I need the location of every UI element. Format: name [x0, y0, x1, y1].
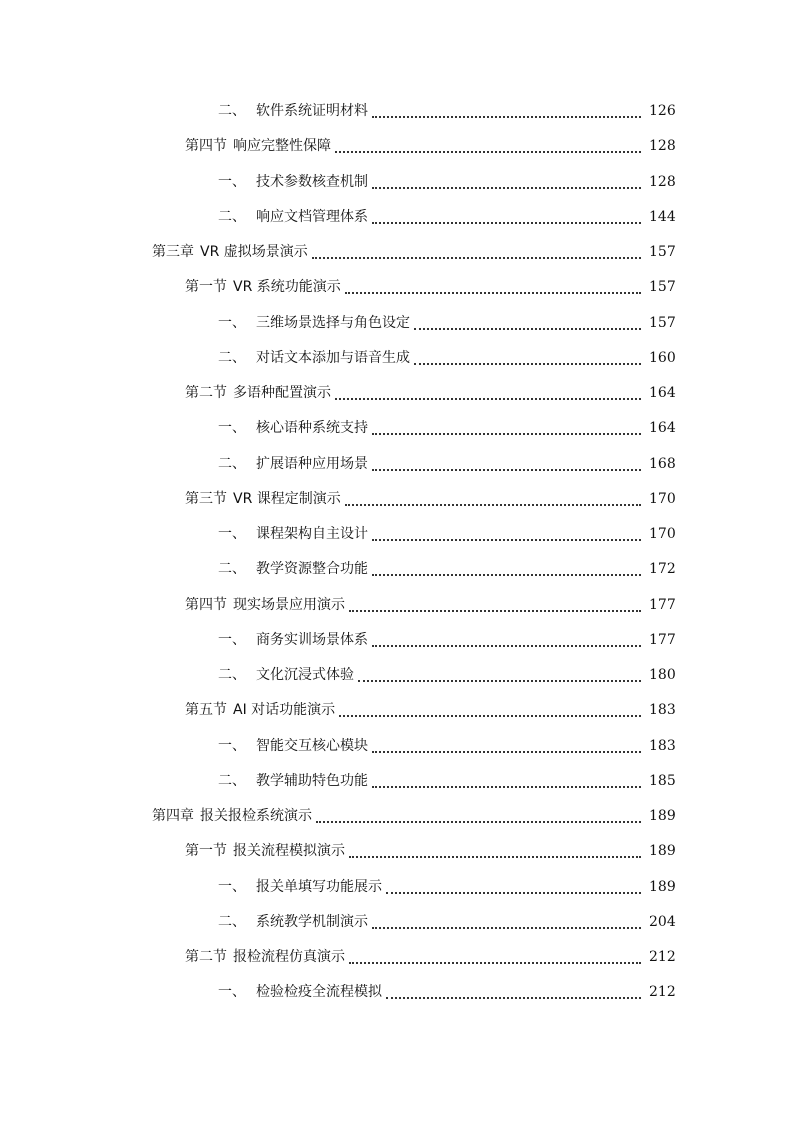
toc-entry-title: 检验检疫全流程模拟 — [256, 984, 382, 1001]
toc-entry-title: AI 对话功能演示 — [233, 702, 336, 719]
toc-entry[interactable] — [0, 306, 793, 341]
dot-leader — [372, 94, 641, 129]
dot-leader — [345, 482, 641, 517]
toc-entry-number: 一、 — [218, 173, 246, 190]
toc-entry-number: 第四章 — [152, 808, 194, 824]
toc-entry-title: 现实场景应用演示 — [233, 596, 345, 613]
toc-entry-number: 一、 — [218, 314, 246, 331]
toc-entry-page: 128 — [649, 138, 676, 155]
toc-entry-title: 系统教学机制演示 — [256, 913, 368, 930]
dot-leader — [386, 975, 641, 1010]
toc-entry-page: 180 — [649, 667, 676, 683]
toc-entry-page: 189 — [649, 808, 676, 824]
toc-entry-number: 第三章 — [152, 244, 194, 260]
toc-entry-number: 二、 — [218, 208, 246, 225]
toc-entry-page: 212 — [649, 949, 676, 965]
dot-leader — [372, 905, 641, 940]
toc-entry[interactable] — [0, 482, 793, 517]
toc-entry-number: 一、 — [218, 737, 246, 754]
toc-entry[interactable] — [0, 165, 793, 200]
toc-entry[interactable] — [0, 764, 793, 799]
toc-entry-number: 二、 — [218, 349, 246, 366]
toc-entry-page: 189 — [649, 878, 676, 895]
toc-entry-title: 核心语种系统支持 — [256, 420, 368, 437]
dot-leader — [349, 834, 641, 869]
toc-entry-title: 教学资源整合功能 — [256, 561, 368, 578]
toc-entry-page: 177 — [649, 631, 676, 648]
toc-entry[interactable] — [0, 376, 793, 411]
toc-entry[interactable] — [0, 693, 793, 728]
toc-entry-page: 157 — [649, 279, 676, 296]
toc-entry-number: 二、 — [218, 103, 246, 119]
toc-entry-number: 第一节 — [185, 843, 227, 860]
dot-leader — [372, 764, 641, 799]
toc-entry-number: 二、 — [218, 913, 246, 930]
toc-entry-title: 响应文档管理体系 — [256, 208, 368, 225]
dot-leader — [358, 658, 641, 693]
toc-entry-title: 对话文本添加与语音生成 — [256, 349, 410, 366]
toc-entry[interactable] — [0, 270, 793, 305]
toc-entry-page: 157 — [649, 314, 676, 331]
dot-leader — [372, 200, 641, 235]
toc-entry-page: 128 — [649, 173, 676, 190]
dot-leader — [414, 306, 641, 341]
toc-entry-number: 一、 — [218, 631, 246, 648]
toc-entry[interactable] — [0, 658, 793, 693]
toc-entry-number: 二、 — [218, 455, 246, 472]
toc-entry-page: 144 — [649, 208, 676, 225]
toc-entry-page: 177 — [649, 596, 676, 613]
toc-entry-title: 商务实训场景体系 — [256, 631, 368, 648]
dot-leader — [345, 270, 641, 305]
toc-entry[interactable] — [0, 341, 793, 376]
toc-entry-page: 164 — [649, 385, 676, 401]
toc-entry-number: 一、 — [218, 878, 246, 895]
toc-entry-page: 170 — [649, 526, 676, 542]
toc-entry-number: 第四节 — [185, 138, 227, 155]
dot-leader — [372, 447, 641, 482]
toc-entry-page: 189 — [649, 843, 676, 860]
toc-entry-title: 扩展语种应用场景 — [256, 455, 368, 472]
toc-entry-title: VR 虚拟场景演示 — [200, 244, 308, 260]
toc-entry-number: 一、 — [218, 526, 246, 542]
toc-entry-title: 报关单填写功能展示 — [256, 878, 382, 895]
toc-entry[interactable] — [0, 729, 793, 764]
dot-leader — [349, 588, 641, 623]
toc-entry-title: 教学辅助特色功能 — [256, 772, 368, 789]
dot-leader — [335, 376, 641, 411]
toc-entry-page: 185 — [649, 772, 676, 789]
toc-entry-number: 二、 — [218, 561, 246, 578]
toc-entry[interactable] — [0, 552, 793, 587]
toc-entry-page: 183 — [649, 702, 676, 719]
dot-leader — [372, 623, 641, 658]
dot-leader — [372, 517, 641, 552]
toc-entry[interactable] — [0, 129, 793, 164]
toc-entry-number: 第二节 — [185, 385, 227, 401]
toc-entry-number: 二、 — [218, 772, 246, 789]
toc-entry-title: 智能交互核心模块 — [256, 737, 368, 754]
toc-entry[interactable] — [0, 870, 793, 905]
table-of-contents — [0, 94, 793, 1011]
toc-entry-title: 响应完整性保障 — [233, 138, 331, 155]
toc-entry-number: 第三节 — [185, 490, 227, 507]
toc-entry-page: 172 — [649, 561, 676, 578]
toc-entry-number: 第四节 — [185, 596, 227, 613]
toc-entry-page: 126 — [649, 103, 676, 119]
toc-entry-page: 204 — [649, 913, 676, 930]
toc-entry-title: 报关流程模拟演示 — [233, 843, 345, 860]
toc-entry-page: 164 — [649, 420, 676, 437]
toc-entry-title: VR 系统功能演示 — [233, 279, 341, 296]
toc-entry-title: VR 课程定制演示 — [233, 490, 341, 507]
toc-entry[interactable] — [0, 975, 793, 1010]
dot-leader — [414, 341, 641, 376]
toc-entry-page: 157 — [649, 244, 676, 260]
toc-entry-title: 课程架构自主设计 — [256, 526, 368, 542]
dot-leader — [372, 411, 641, 446]
toc-entry-number: 二、 — [218, 667, 246, 683]
toc-entry-page: 160 — [649, 349, 676, 366]
toc-entry[interactable] — [0, 623, 793, 658]
toc-entry-page: 170 — [649, 490, 676, 507]
dot-leader — [339, 693, 641, 728]
dot-leader — [372, 552, 641, 587]
toc-entry-title: 文化沉浸式体验 — [256, 667, 354, 683]
toc-entry-number: 一、 — [218, 984, 246, 1001]
toc-entry-number: 一、 — [218, 420, 246, 437]
toc-entry-title: 报检流程仿真演示 — [233, 949, 345, 965]
toc-entry[interactable] — [0, 517, 793, 552]
toc-entry-title: 报关报检系统演示 — [200, 808, 312, 824]
toc-entry-number: 第二节 — [185, 949, 227, 965]
dot-leader — [312, 235, 641, 270]
toc-entry-title: 三维场景选择与角色设定 — [256, 314, 410, 331]
dot-leader — [372, 165, 641, 200]
dot-leader — [335, 129, 641, 164]
toc-entry[interactable] — [0, 447, 793, 482]
toc-entry[interactable] — [0, 235, 793, 270]
toc-entry-title: 多语种配置演示 — [233, 385, 331, 401]
toc-entry[interactable] — [0, 200, 793, 235]
toc-entry-page: 212 — [649, 984, 676, 1001]
dot-leader — [386, 870, 641, 905]
toc-entry[interactable] — [0, 905, 793, 940]
toc-entry[interactable] — [0, 940, 793, 975]
dot-leader — [349, 940, 641, 975]
toc-entry[interactable] — [0, 411, 793, 446]
toc-entry-number: 第五节 — [185, 702, 227, 719]
dot-leader — [372, 729, 641, 764]
toc-entry[interactable] — [0, 94, 793, 129]
toc-entry-title: 软件系统证明材料 — [256, 103, 368, 119]
toc-entry[interactable] — [0, 588, 793, 623]
toc-entry-number: 第一节 — [185, 279, 227, 296]
toc-entry-page: 183 — [649, 737, 676, 754]
dot-leader — [316, 799, 641, 834]
toc-entry[interactable] — [0, 834, 793, 869]
toc-entry-title: 技术参数核查机制 — [256, 173, 368, 190]
toc-entry-page: 168 — [649, 455, 676, 472]
toc-entry[interactable] — [0, 799, 793, 834]
